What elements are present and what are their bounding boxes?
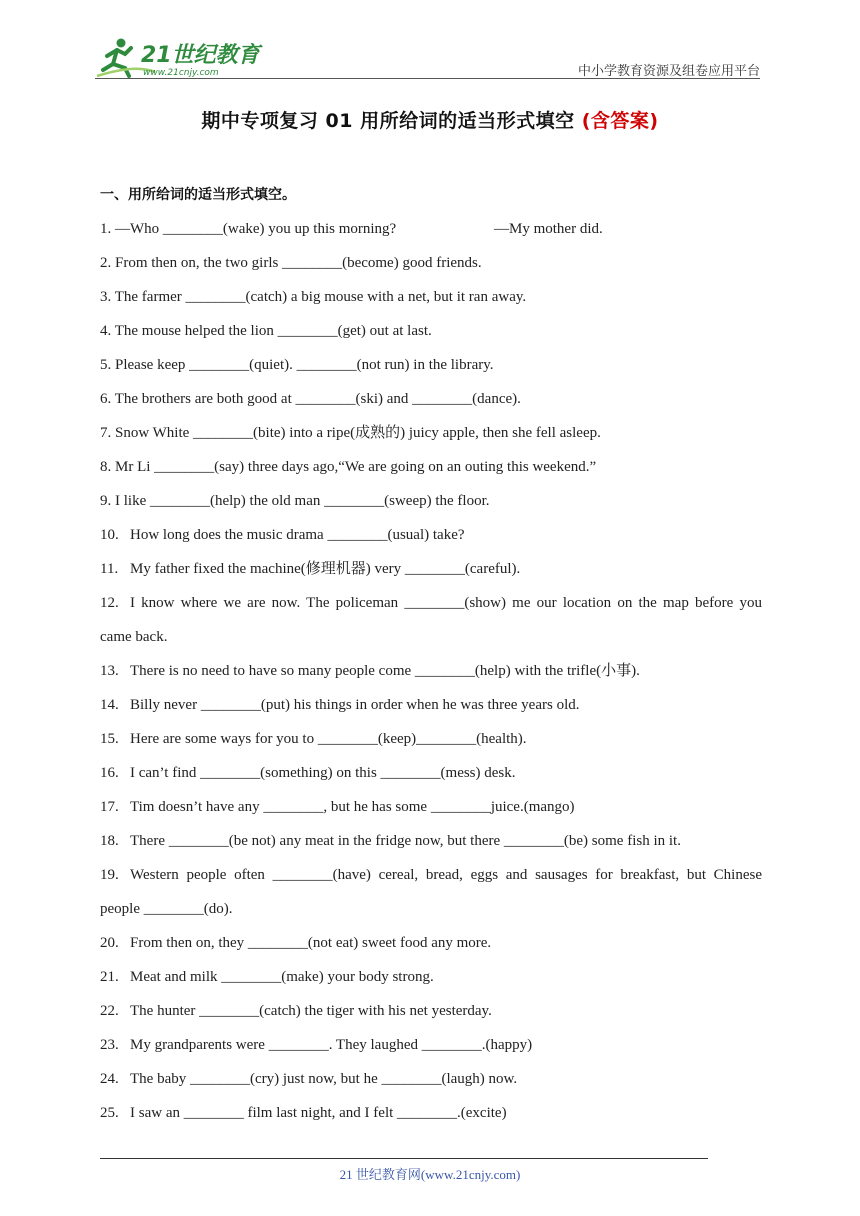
question-item	[100, 790, 762, 824]
question-number: 17.	[100, 799, 119, 815]
question-item	[100, 926, 762, 960]
question-item	[100, 280, 762, 314]
question-item	[100, 484, 762, 518]
question-item	[100, 654, 762, 688]
question-continuation: people ________(do).	[100, 901, 233, 917]
question-item	[100, 212, 762, 246]
question-text: I saw an ________ film last night, and I felt ________.(excite)	[130, 1105, 507, 1121]
question-number: 11.	[100, 561, 119, 577]
question-text: Billy never ________(put) his things in order when he was three years old.	[130, 697, 580, 713]
question-number: 9.	[100, 493, 112, 509]
question-item	[100, 382, 762, 416]
question-item	[100, 348, 762, 382]
question-item	[100, 688, 762, 722]
question-number: 22.	[100, 1003, 119, 1019]
question-item	[100, 586, 762, 620]
question-item	[100, 1028, 762, 1062]
question-item	[100, 858, 762, 892]
question-number: 12.	[100, 595, 119, 611]
runner-logo-icon	[95, 34, 265, 78]
question-item	[100, 1062, 762, 1096]
question-item	[100, 416, 762, 450]
section-heading: 一、用所给词的适当形式填空。	[100, 187, 296, 203]
question-text: There is no need to have so many people come ________(help) with the trifle(小事).	[130, 663, 640, 679]
question-text: The brothers are both good at ________(ski) and ________(dance).	[114, 391, 521, 407]
question-item	[100, 552, 762, 586]
question-number: 23.	[100, 1037, 119, 1053]
question-item	[100, 450, 762, 484]
platform-name: 中小学教育资源及组卷应用平台	[577, 64, 760, 79]
question-text: Western people often ________(have) cereal, bread, eggs and sausages for breakfast, but Chinese	[130, 867, 762, 883]
question-number: 20.	[100, 935, 119, 951]
question-text: Please keep ________(quiet). ________(not run) in the library.	[115, 357, 494, 373]
footer-source[interactable]: 21 世纪教育网(www.21cnjy.com)	[339, 1167, 521, 1182]
question-text: Snow White ________(bite) into a ripe(成熟的) juicy apple, then she fell asleep.	[115, 425, 601, 441]
question-number: 16.	[100, 765, 119, 781]
question-text: The farmer ________(catch) a big mouse with a net, but it ran away.	[114, 289, 527, 305]
question-continuation: came back.	[100, 629, 168, 645]
question-item	[100, 518, 762, 552]
question-text: My father fixed the machine(修理机器) very ________(careful).	[130, 561, 521, 577]
site-logo[interactable]	[95, 34, 265, 78]
question-number: 4.	[100, 323, 112, 339]
question-text: I like ________(help) the old man ________(sweep) the floor.	[115, 493, 490, 509]
question-number: 3.	[100, 289, 112, 305]
question-number: 8.	[100, 459, 112, 475]
question-item	[100, 246, 762, 280]
question-number: 19.	[100, 867, 119, 883]
question-item	[100, 756, 762, 790]
question-text: How long does the music drama ________(usual) take?	[130, 527, 465, 543]
question-text: There ________(be not) any meat in the fridge now, but there ________(be) some fish in it.	[130, 833, 681, 849]
page-header	[95, 30, 760, 80]
question-number: 14.	[100, 697, 119, 713]
question-text: —Who ________(wake) you up this morning?	[115, 221, 397, 237]
footer-divider	[100, 1158, 708, 1159]
question-text: Mr Li ________(say) three days ago,“We are going on an outing this weekend.”	[115, 459, 597, 475]
question-item	[100, 960, 762, 994]
question-text: The mouse helped the lion ________(get) out at last.	[114, 323, 432, 339]
logo-text: 21世纪教育	[141, 43, 260, 68]
question-item	[100, 314, 762, 348]
question-text: The hunter ________(catch) the tiger with his net yesterday.	[130, 1003, 492, 1019]
question-reply: —My mother did.	[494, 221, 603, 237]
question-number: 7.	[100, 425, 112, 441]
question-number: 1.	[100, 221, 112, 237]
question-text: Meat and milk ________(make) your body strong.	[130, 969, 434, 985]
question-text: I know where we are now. The policeman ________(show) me our location on the map before you	[130, 595, 762, 611]
question-item	[100, 824, 762, 858]
title-answer-tag: (含答案)	[581, 110, 659, 132]
question-number: 25.	[100, 1105, 119, 1121]
header-divider	[95, 78, 760, 79]
question-number: 24.	[100, 1071, 119, 1087]
question-text: Tim doesn’t have any ________, but he has some ________juice.(mango)	[130, 799, 575, 815]
question-text: Here are some ways for you to ________(keep)________(health).	[130, 731, 527, 747]
question-text: From then on, the two girls ________(become) good friends.	[115, 255, 482, 271]
question-number: 21.	[100, 969, 119, 985]
question-number: 5.	[100, 357, 112, 373]
question-item	[100, 994, 762, 1028]
question-text: I can’t find ________(something) on this ________(mess) desk.	[130, 765, 516, 781]
question-list	[100, 212, 762, 1130]
question-number: 2.	[100, 255, 112, 271]
question-text: The baby ________(cry) just now, but he ________(laugh) now.	[130, 1071, 518, 1087]
question-number: 6.	[100, 391, 112, 407]
question-number: 18.	[100, 833, 119, 849]
question-number: 15.	[100, 731, 119, 747]
question-number: 10.	[100, 527, 119, 543]
question-text: My grandparents were ________. They laughed ________.(happy)	[130, 1037, 533, 1053]
logo-url: www.21cnjy.com	[143, 68, 219, 78]
question-item	[100, 1096, 762, 1130]
title-main: 期中专项复习 01 用所给词的适当形式填空	[201, 110, 575, 132]
question-item	[100, 722, 762, 756]
question-text: From then on, they ________(not eat) sweet food any more.	[130, 935, 492, 951]
page-title	[0, 106, 860, 133]
question-number: 13.	[100, 663, 119, 679]
